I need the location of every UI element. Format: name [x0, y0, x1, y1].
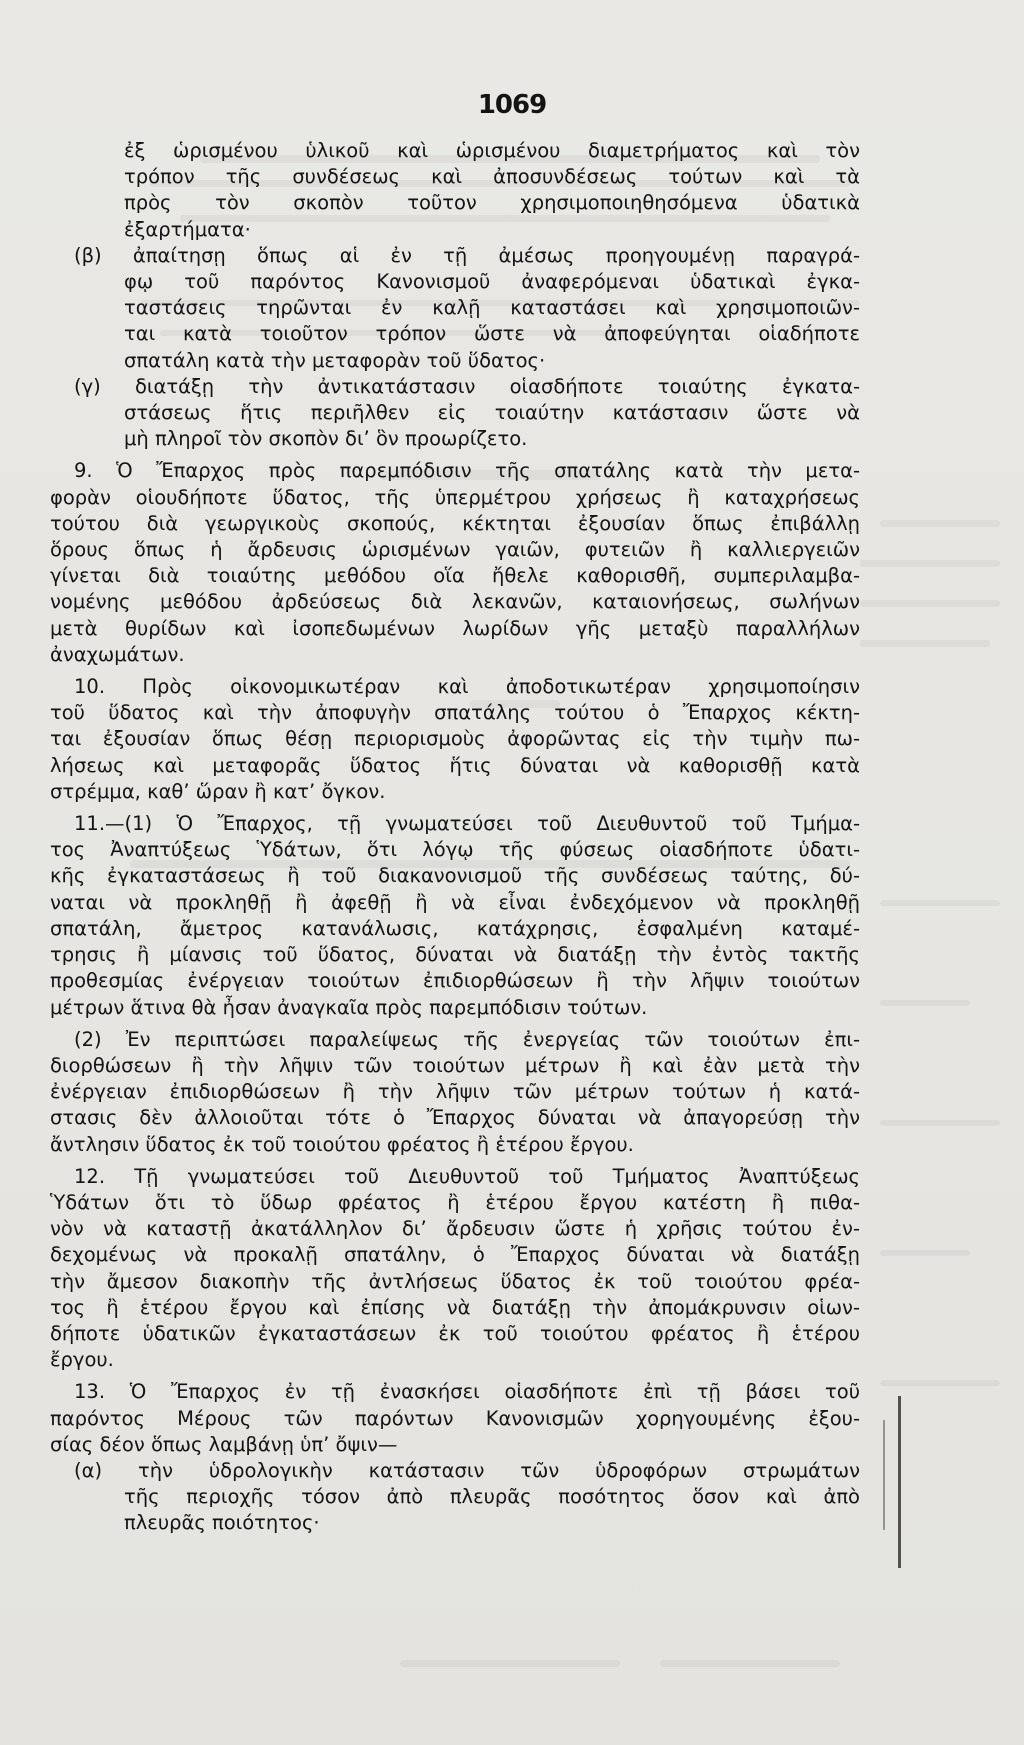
text-line: πρὸς τὸν σκοπὸν τοῦτον χρησιμοποιηθησόμενα ὑδατικὰ	[124, 191, 860, 215]
text-line: τούτου διὰ γεωργικοὺς σκοπούς, κέκτηται ἐξουσίαν ὅπως ἐπιβάλλῃ	[50, 511, 860, 535]
text-line: ἐξ ὡρισμένου ὑλικοῦ καὶ ὡρισμένου διαμετρήματος καὶ τὸν	[124, 139, 860, 162]
text-line: κῆς ἐγκαταστάσεως ἢ τοῦ διακανονισμοῦ τῆς συνδέσεως ταύτης, δύ-	[50, 864, 860, 888]
page-number: 1069	[477, 90, 547, 120]
legal-text-body	[50, 138, 860, 1537]
text-line: τος ἢ ἑτέρου ἔργου καὶ ἐπίσης νὰ διατάξῃ τὴν ἀπομάκρυνσιν οἱων-	[50, 1295, 860, 1319]
text-line: τρόπον τῆς συνδέσεως καὶ ἀποσυνδέσεως τούτων καὶ τὰ	[124, 165, 860, 189]
text-line: στρέμμα, καθ’ ὥραν ἢ κατ’ ὄγκον.	[50, 779, 386, 803]
text-line: σπατάλη, ἄμετρος κατανάλωσις, κατάχρησις, ἐσφαλμένη καταμέ-	[50, 916, 860, 940]
text-line: γίνεται διὰ τοιαύτης μεθόδου οἵα ἤθελε καθορισθῆ, συμπεριλαμβα-	[50, 564, 860, 588]
text-line: νὸν νὰ καταστῇ ἀκατάλληλον δι’ ἄρδευσιν ὥστε ἡ χρῆσις τούτου ἐν-	[50, 1217, 860, 1241]
text-line: ἀναχωμάτων.	[50, 642, 185, 666]
text-line: ἐνέργειαν ἐπιδιορθώσεων ἢ τὴν λῆψιν τῶν μέτρων τούτων ἡ κατά-	[50, 1080, 860, 1104]
text-line: λήσεως καὶ μεταφορᾶς ὕδατος ἥτις δύναται νὰ καθορισθῇ κατὰ	[50, 753, 860, 777]
text-line: (2) Ἐν περιπτώσει παραλείψεως τῆς ἐνεργείας τῶν τοιούτων ἐπι-	[74, 1027, 860, 1051]
text-line: 12. Τῇ γνωματεύσει τοῦ Διευθυντοῦ τοῦ Τμήματος Ἀναπτύξεως	[74, 1164, 860, 1188]
text-line: 10. Πρὸς οἰκονομικωτέραν καὶ ἀποδοτικωτέραν χρησιμοποίησιν	[74, 675, 860, 699]
text-line: σπατάλη κατὰ τὴν μεταφορὰν τοῦ ὕδατος·	[124, 348, 546, 372]
text-line: παρόντος Μέρους τῶν παρόντων Κανονισμῶν χορηγουμένης ἐξου-	[50, 1406, 860, 1430]
text-line: ὅρους ὅπως ἡ ἄρδευσις ὡρισμένων γαιῶν, φυτειῶν ἢ καλλιεργειῶν	[50, 538, 860, 562]
text-line: φορὰν οἱουδήποτε ὕδατος, τῆς ὑπερμέτρου χρήσεως ἢ καταχρήσεως	[50, 485, 860, 509]
text-line: νομένης μεθόδου ἀρδεύσεως διὰ λεκανῶν, καταιονήσεως, σωλήνων	[50, 590, 860, 614]
text-line: προθεσμίας ἐνέργειαν τοιούτων ἐπιδιορθώσεων ἢ τὴν λῆψιν τοιούτων	[50, 969, 860, 993]
margin-rule	[898, 1396, 901, 1568]
text-line: ταστάσεις τηρῶνται ἐν καλῇ καταστάσει καὶ χρησιμοποιῶν-	[124, 296, 860, 320]
text-line: ἔργου.	[50, 1348, 114, 1372]
text-line: δήποτε ὑδατικῶν ἐγκαταστάσεων ἐκ τοῦ τοιούτου φρέατος ἢ ἑτέρου	[50, 1321, 860, 1345]
text-line: διορθώσεων ἢ τὴν λῆψιν τῶν τοιούτων μέτρων ἢ καὶ ἐὰν μετὰ τὴν	[50, 1053, 860, 1077]
text-line: ται κατὰ τοιοῦτον τρόπον ὥστε νὰ ἀποφεύγηται οἱαδήποτε	[124, 322, 860, 346]
text-line: τρησις ἢ μίανσις τοῦ ὕδατος, δύναται νὰ διατάξῃ τὴν ἐντὸς τακτῆς	[50, 943, 860, 967]
text-line: μέτρων ἅτινα θὰ ἦσαν ἀναγκαῖα πρὸς παρεμπόδισιν τούτων.	[50, 995, 648, 1019]
text-line: μετὰ θυρίδων καὶ ἰσοπεδωμένων λωρίδων γῆς μεταξὺ παραλλήλων	[50, 616, 860, 640]
text-line: (γ) διατάξῃ τὴν ἀντικατάστασιν οἱασδήποτε τοιαύτης ἐγκατα-	[74, 374, 860, 398]
text-line: ται ἐξουσίαν ὅπως θέσῃ περιορισμοὺς ἀφορῶντας εἰς τὴν τιμὴν πω-	[50, 727, 860, 751]
text-line: τὴν ἄμεσον διακοπὴν τῆς ἀντλήσεως ὕδατος ἐκ τοῦ τοιούτου φρέα-	[50, 1269, 860, 1293]
text-line: 11.—(1) Ὁ Ἔπαρχος, τῇ γνωματεύσει τοῦ Διευθυντοῦ τοῦ Τμήμα-	[74, 812, 860, 836]
text-line: φῳ τοῦ παρόντος Κανονισμοῦ ἀναφερόμεναι ὑδατικαὶ ἐγκα-	[124, 270, 860, 294]
text-line: 13. Ὁ Ἔπαρχος ἐν τῇ ἐνασκήσει οἱασδήποτε ἐπὶ τῇ βάσει τοῦ	[74, 1380, 860, 1404]
text-line: στάσεως ἥτις περιῆλθεν εἰς τοιαύτην κατάστασιν ὥστε νὰ	[124, 401, 860, 425]
text-line: τῆς περιοχῆς τόσον ἀπὸ πλευρᾶς ποσότητος ὅσον καὶ ἀπὸ	[124, 1485, 860, 1509]
text-line: (α) τὴν ὑδρολογικὴν κατάστασιν τῶν ὑδροφόρων στρωμάτων	[74, 1458, 860, 1482]
text-line: ναται νὰ προκληθῇ ἢ ἀφεθῇ ἢ νὰ εἶναι ἐνδεχόμενον νὰ προκληθῇ	[50, 890, 860, 914]
text-line: τοῦ ὕδατος καὶ τὴν ἀποφυγὴν σπατάλης τούτου ὁ Ἔπαρχος κέκτη-	[50, 701, 860, 725]
text-line: ἐξαρτήματα·	[124, 217, 251, 241]
text-line: Ὑδάτων ὅτι τὸ ὕδωρ φρέατος ἢ ἑτέρου ἔργου κατέστη ἢ πιθα-	[50, 1190, 860, 1214]
text-line: τος Ἀναπτύξεως Ὑδάτων, ὅτι λόγῳ τῆς φύσεως οἱασδήποτε ὑδατι-	[50, 838, 860, 862]
text-line: πλευρᾶς ποιότητος·	[124, 1511, 320, 1535]
text-line: (β) ἀπαίτησῃ ὅπως αἱ ἐν τῇ ἀμέσως προηγουμένῃ παραγρά-	[74, 243, 860, 267]
text-line: ἄντλησιν ὕδατος ἐκ τοῦ τοιούτου φρέατος ἢ ἑτέρου ἔργου.	[50, 1132, 634, 1156]
text-line: μὴ πληροῖ τὸν σκοπὸν δι’ ὃν προωρίζετο.	[124, 427, 528, 451]
margin-rule-faint	[883, 1420, 885, 1530]
text-line: 9. Ὁ Ἔπαρχος πρὸς παρεμπόδισιν τῆς σπατάλης κατὰ τὴν μετα-	[74, 459, 860, 483]
text-line: δεχομένως νὰ προκαλῇ σπατάλην, ὁ Ἔπαρχος δύναται νὰ διατάξῃ	[50, 1243, 860, 1267]
text-line: στασις δὲν ἀλλοιοῦται τότε ὁ Ἔπαρχος δύναται νὰ ἀπαγορεύσῃ τὴν	[50, 1106, 860, 1130]
text-line: σίας δέον ὅπως λαμβάνῃ ὑπ’ ὄψιν—	[50, 1432, 398, 1456]
